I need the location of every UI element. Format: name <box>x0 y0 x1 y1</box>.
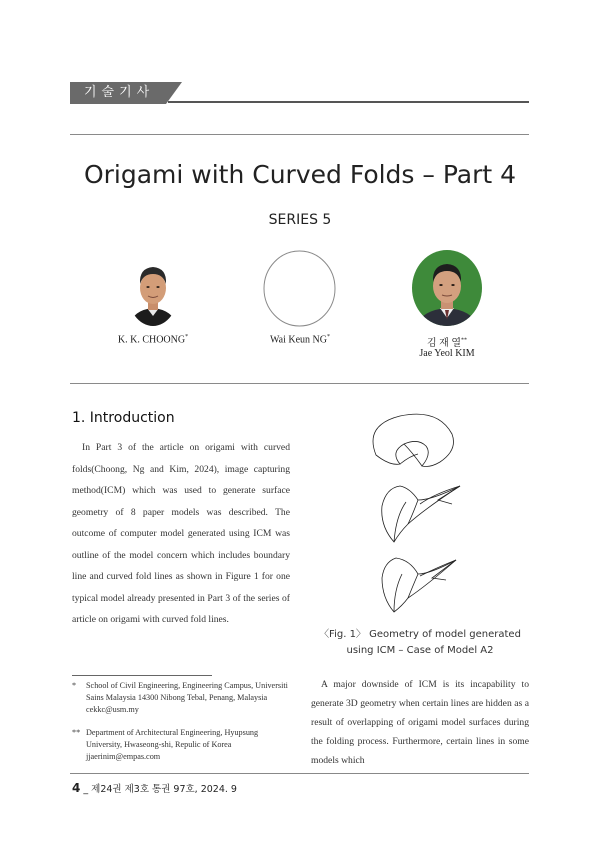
author-name-kim: 김 재 열** <box>427 337 467 349</box>
footnote-2-text: Department of Architectural Engineering, Hyupsung University, Hwaseong-shi, Repulic of Korea <box>86 728 259 749</box>
footnote-rule <box>72 675 212 676</box>
author-name-ng: Wai Keun NG* <box>270 334 330 346</box>
header-rule <box>168 101 529 103</box>
page-number: 4 <box>72 781 81 795</box>
article-title: Origami with Curved Folds – Part 4 <box>83 160 517 189</box>
footnote-1 <box>72 680 292 715</box>
author-photo-kim <box>412 250 482 326</box>
right-column-body-text: A major downside of ICM is its incapability to generate 3D geometry when certain lines are hidden as a result of overlapping of origami model surfaces during the folding process. Furthermore, certain lines in some models which <box>311 679 529 766</box>
page-footer <box>72 781 237 795</box>
footnote-2-mark: ** <box>72 728 81 737</box>
figure-caption-line2: using ICM – Case of Model A2 <box>346 645 494 656</box>
footnote-1-email: cekkc@usm.my <box>86 704 139 714</box>
title-top-rule <box>70 134 529 135</box>
authors-bottom-rule <box>70 383 529 384</box>
category-tag: 기술기사 <box>70 82 166 104</box>
figure-1 <box>360 400 480 620</box>
author-name-kim-en: Jae Yeol KIM <box>419 348 475 359</box>
figure-1-caption <box>310 627 530 659</box>
section-heading: 1. Introduction <box>72 410 175 426</box>
footnote-2 <box>72 727 292 762</box>
footnote-1-mark: * <box>72 681 77 690</box>
author-photo-placeholder <box>263 250 336 327</box>
author-photo-choong <box>127 254 179 326</box>
section-body-text: In Part 3 of the article on origami with curved folds(Choong, Ng and Kim, 2024), image capturing method(ICM) which was used to generate surface geometry of 8 paper models was described. The outcome of computer model generated using ICM was outline of the model concern which includes boundary line and curved fold lines as shown in Figure 1 for one typical model already presented in Part 3 of the series of article on origami with curved fold lines. <box>72 442 290 625</box>
footer-rule <box>70 773 529 774</box>
author-name-choong: K. K. CHOONG* <box>117 334 189 346</box>
footnote-1-text: School of Civil Engineering, Engineering Campus, Universiti Sains Malaysia 14300 Nibong Tebal, Penang, Malaysia <box>86 681 288 702</box>
series-label: SERIES 5 <box>268 212 332 228</box>
footnote-2-email: jjaerinim@empas.com <box>86 751 161 761</box>
issue-info: _ 제24권 제3호 통권 97호, 2024. 9 <box>83 784 237 795</box>
figure-caption-line1: 〈Fig. 1〉 Geometry of model generated <box>319 629 521 640</box>
